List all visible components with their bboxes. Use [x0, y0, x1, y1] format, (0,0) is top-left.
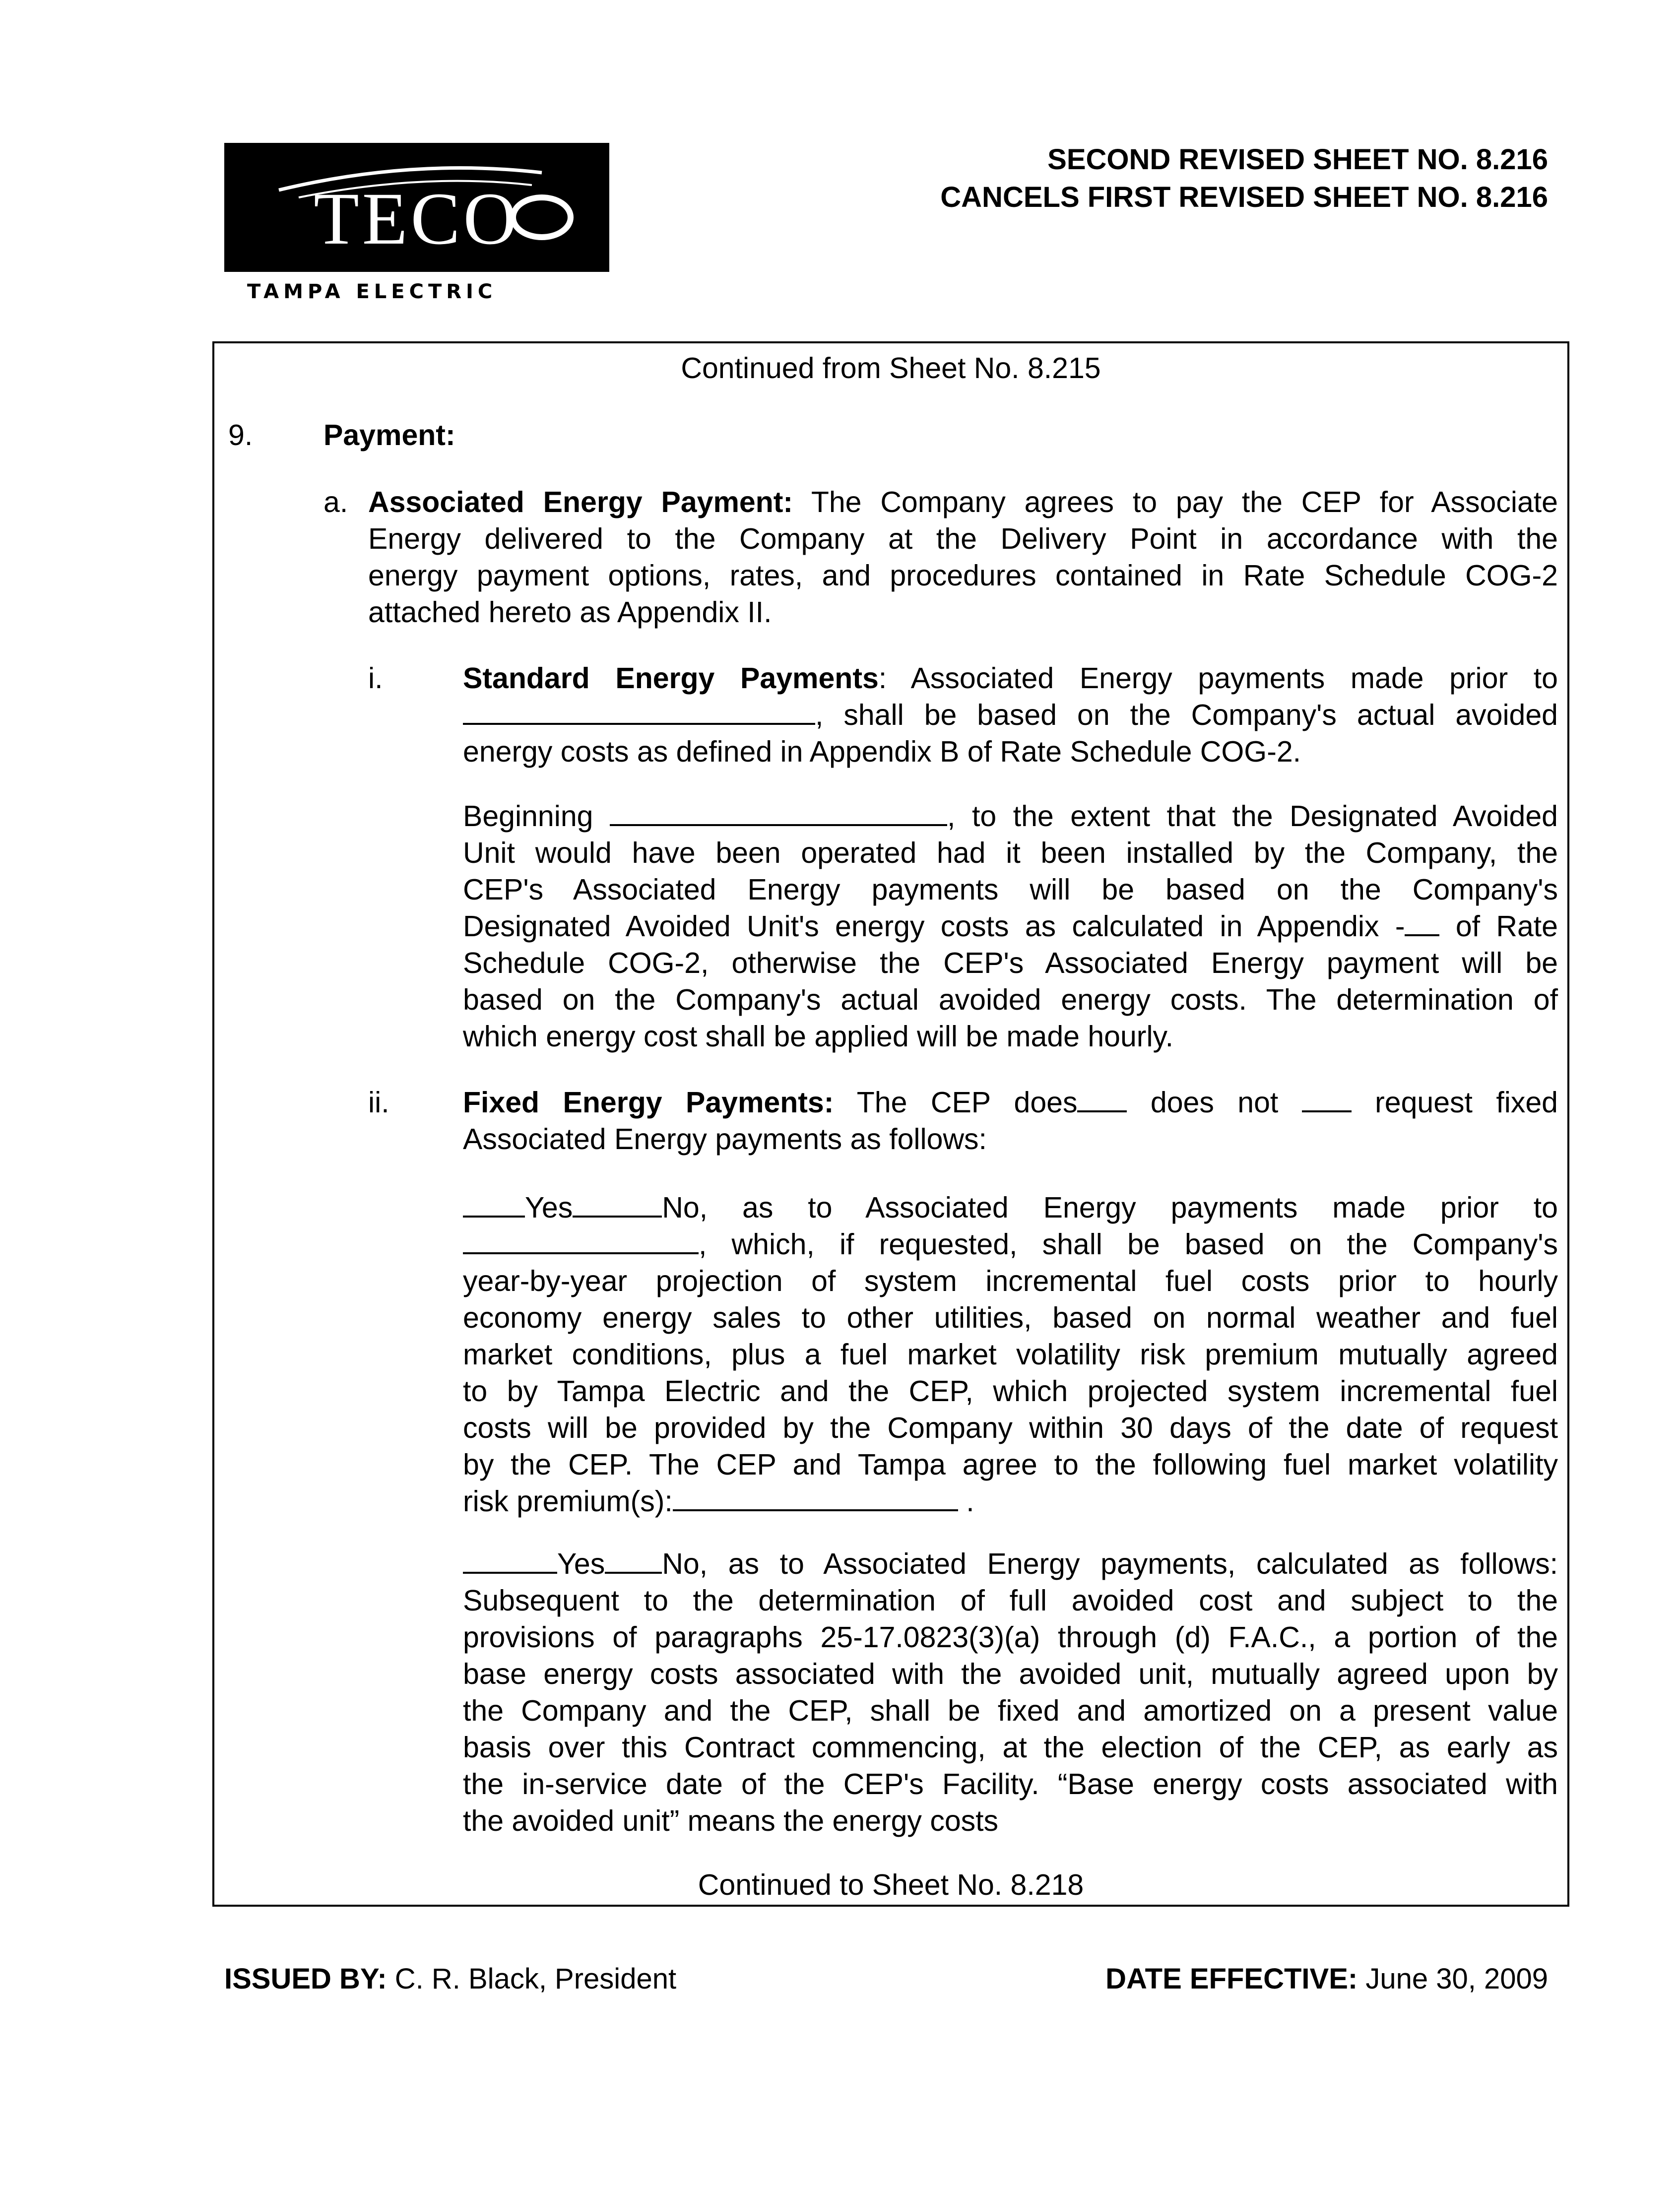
item-a-line: energy payment options, rates, and procedures contained in Rate Schedule COG-2	[368, 559, 1558, 592]
item-i-line: , shall be based on the Company's actual avoided	[815, 699, 1558, 731]
item-i-paragraph-2	[463, 798, 1558, 1055]
option-1-line: year-by-year projection of system incremental fuel costs prior to hourly	[463, 1265, 1558, 1297]
option-1-yes: Yes	[525, 1191, 573, 1224]
option-1-no: No, as to Associated Energy payments made prior to	[662, 1191, 1558, 1224]
option-1-line: , which, if requested, shall be based on the Company's	[699, 1228, 1558, 1261]
option-1-line: to by Tampa Electric and the CEP, which projected system incremental fuel	[463, 1375, 1558, 1408]
option-2-paragraph	[463, 1545, 1558, 1839]
item-ii-line: does not	[1127, 1086, 1302, 1119]
continued-to: Continued to Sheet No. 8.218	[698, 1868, 1084, 1901]
issued-by	[224, 1962, 676, 1995]
item-i-heading: Standard Energy Payments	[463, 662, 879, 695]
item-i-line: based on the Company's actual avoided energy costs. The determination of	[463, 983, 1558, 1016]
issued-by-label: ISSUED BY:	[224, 1963, 387, 1995]
item-ii-line: request fixed	[1351, 1086, 1558, 1119]
date-blank[interactable]	[463, 697, 815, 725]
risk-premium-blank[interactable]	[673, 1483, 958, 1511]
section-title: Payment:	[323, 419, 455, 451]
item-i-line: which energy cost shall be applied will be made hourly.	[463, 1020, 1174, 1053]
item-i-line: of Rate	[1439, 910, 1558, 943]
item-i-line: Designated Avoided Unit's energy costs as calculated in Appendix -	[463, 910, 1405, 943]
date-blank[interactable]	[463, 1226, 699, 1254]
option-2-yes: Yes	[557, 1547, 605, 1580]
item-i-line: Unit would have been operated had it been installed by the Company, the	[463, 836, 1558, 869]
item-i-line: energy costs as defined in Appendix B of Rate Schedule COG-2.	[463, 735, 1301, 768]
option-2-no: No, as to Associated Energy payments, calculated as follows:	[662, 1547, 1558, 1580]
item-i-line: : Associated Energy payments made prior to	[878, 662, 1558, 695]
option-1-no-blank[interactable]	[573, 1190, 662, 1218]
option-1-line: market conditions, plus a fuel market volatility risk premium mutually agreed	[463, 1338, 1558, 1371]
logo-wordmark: TECO	[314, 178, 520, 260]
option-2-line: the Company and the CEP, shall be fixed and amortized on a present value	[463, 1694, 1558, 1727]
logo-tagline: TAMPA ELECTRIC	[247, 280, 497, 303]
option-1-line: risk premium(s):	[463, 1485, 673, 1518]
date-effective-label: DATE EFFECTIVE:	[1105, 1963, 1358, 1995]
issued-by-value: C. R. Black, President	[394, 1963, 677, 1995]
sheet-title: SECOND REVISED SHEET NO. 8.216	[1047, 143, 1548, 176]
item-a-line: Energy delivered to the Company at the Delivery Point in accordance with the	[368, 522, 1558, 555]
option-2-line: provisions of paragraphs 25-17.0823(3)(a) through (d) F.A.C., a portion of the	[463, 1621, 1558, 1654]
item-ii-heading: Fixed Energy Payments:	[463, 1086, 834, 1119]
option-1-yes-blank[interactable]	[463, 1190, 525, 1218]
date-blank[interactable]	[610, 798, 947, 826]
item-i-line: , to the extent that the Designated Avoided	[947, 800, 1558, 833]
item-i-paragraph	[463, 660, 1558, 770]
item-a-paragraph	[368, 484, 1558, 631]
option-2-line: Subsequent to the determination of full avoided cost and subject to the	[463, 1584, 1558, 1617]
does-blank[interactable]	[1077, 1085, 1127, 1112]
section-number: 9.	[228, 419, 253, 451]
item-i-line: Beginning	[463, 800, 593, 833]
item-a-line: attached hereto as Appendix II.	[368, 596, 772, 629]
item-ii-marker: ii.	[368, 1086, 389, 1119]
date-effective-value: June 30, 2009	[1365, 1963, 1548, 1995]
option-2-line: the avoided unit” means the energy costs	[463, 1804, 999, 1837]
date-effective	[1105, 1962, 1548, 1995]
item-ii-paragraph	[463, 1084, 1558, 1158]
item-i-line: Schedule COG-2, otherwise the CEP's Associated Energy payment will be	[463, 947, 1558, 979]
option-2-no-blank[interactable]	[605, 1546, 662, 1574]
option-2-line: the in-service date of the CEP's Facility. “Base energy costs associated with	[463, 1768, 1558, 1801]
item-i-marker: i.	[368, 662, 383, 695]
item-i-line: CEP's Associated Energy payments will be based on the Company's	[463, 873, 1558, 906]
appendix-blank[interactable]	[1405, 908, 1439, 936]
option-1-line: economy energy sales to other utilities, based on normal weather and fuel	[463, 1301, 1558, 1334]
option-2-line: base energy costs associated with the avoided unit, mutually agreed upon by	[463, 1658, 1558, 1690]
option-1-line: costs will be provided by the Company within 30 days of the date of request	[463, 1412, 1558, 1444]
option-2-yes-blank[interactable]	[463, 1546, 557, 1574]
does-not-blank[interactable]	[1302, 1085, 1352, 1112]
option-1-line: .	[958, 1485, 974, 1518]
item-a-marker: a.	[323, 486, 348, 518]
teco-logo	[224, 143, 609, 272]
option-1-paragraph	[463, 1189, 1558, 1520]
item-ii-line: Associated Energy payments as follows:	[463, 1123, 987, 1156]
cancels-title: CANCELS FIRST REVISED SHEET NO. 8.216	[940, 181, 1548, 213]
option-1-line: by the CEP. The CEP and Tampa agree to the following fuel market volatility	[463, 1448, 1558, 1481]
item-ii-line: The CEP does	[834, 1086, 1078, 1119]
option-2-line: basis over this Contract commencing, at the election of the CEP, as early as	[463, 1731, 1558, 1764]
item-a-heading: Associated Energy Payment:	[368, 486, 793, 518]
item-a-line: The Company agrees to pay the CEP for Associate	[811, 486, 1558, 518]
continued-from: Continued from Sheet No. 8.215	[681, 352, 1101, 385]
